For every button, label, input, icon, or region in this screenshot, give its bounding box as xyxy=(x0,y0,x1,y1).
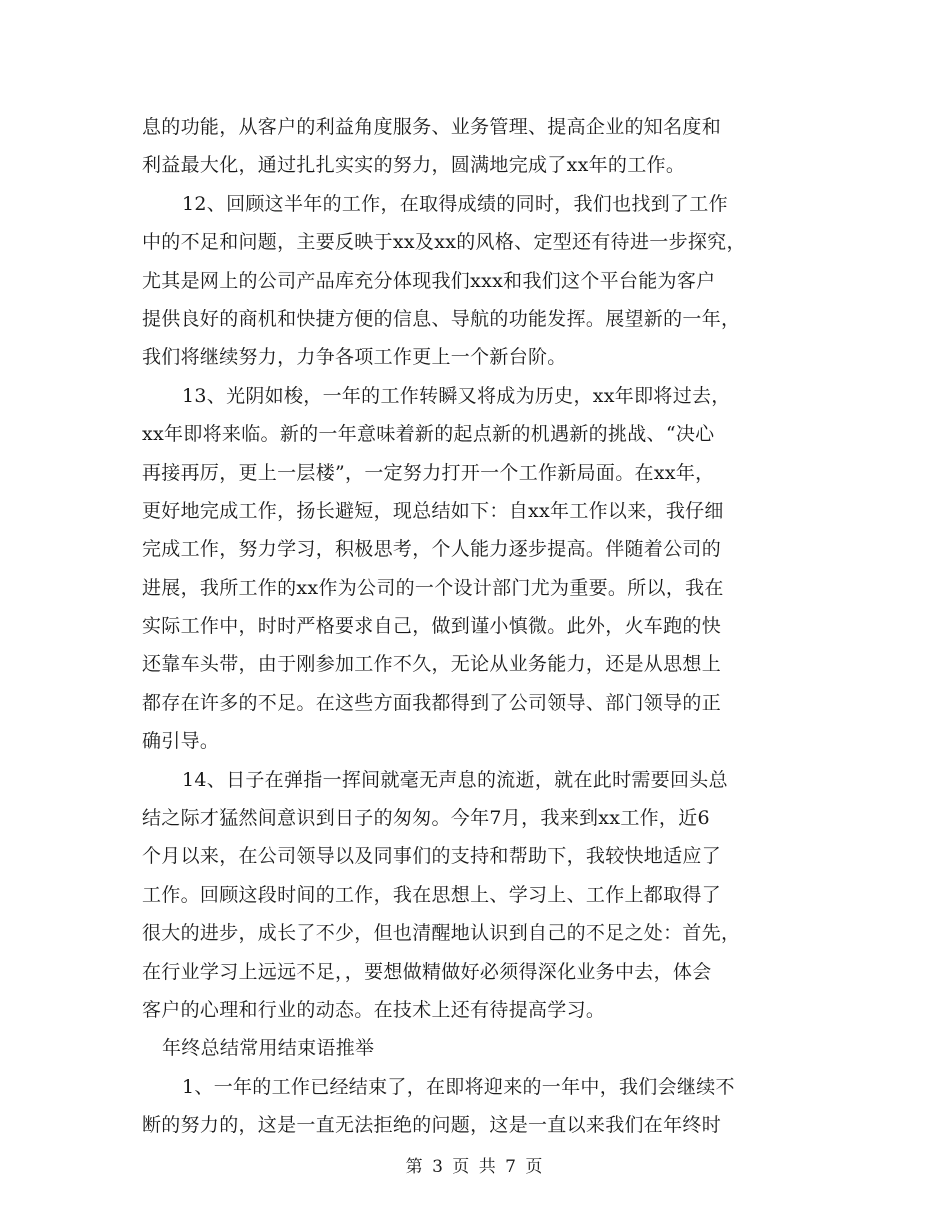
text-line: 还靠车头带，由于刚参加工作不久，无论从业务能力，还是从思想上 xyxy=(142,653,722,676)
text-line: 1、一年的工作已经结束了，在即将迎来的一年中，我们会继续不 xyxy=(182,1075,735,1098)
text-line: 很大的进步，成长了不少，但也清醒地认识到自己的不足之处：首先， xyxy=(142,922,741,945)
text-line: 12、回顾这半年的工作，在取得成绩的同时，我们也找到了工作 xyxy=(182,192,728,215)
text-line: 在行业学习上远远不足，，要想做精做好必须得深化业务中去，体会 xyxy=(142,960,712,983)
text-line: 实际工作中，时时严格要求自己，做到谨小慎微。此外，火车跑的快 xyxy=(142,615,722,638)
text-line: 14、日子在弹指一挥间就毫无声息的流逝，就在此时需要回头总 xyxy=(182,768,728,791)
text-line: 利益最大化，通过扎扎实实的努力，圆满地完成了xx年的工作。 xyxy=(142,154,686,177)
text-line: 我们将继续努力，力争各项工作更上一个新台阶。 xyxy=(142,346,567,369)
text-line: 13、光阴如梭，一年的工作转瞬又将成为历史，xx年即将过去， xyxy=(182,384,731,407)
text-line: xx年即将来临。新的一年意味着新的起点新的机遇新的挑战、“决心 xyxy=(142,423,715,446)
text-line: 尤其是网上的公司产品库充分体现我们xxx和我们这个平台能为客户 xyxy=(142,269,716,292)
text-line: 再接再厉，更上一层楼”，一定努力打开一个工作新局面。在xx年， xyxy=(142,461,715,484)
text-line: 确引导。 xyxy=(142,730,220,753)
text-line: 中的不足和问题，主要反映于xx及xx的风格、定型还有待进一步探究， xyxy=(142,231,746,254)
section-heading: 年终总结常用结束语推举 xyxy=(162,1037,375,1060)
text-line: 工作。回顾这段时间的工作，我在思想上、学习上、工作上都取得了 xyxy=(142,883,722,906)
document-body xyxy=(142,108,812,1145)
text-line: 断的努力的，这是一直无法拒绝的问题，这是一直以来我们在年终时 xyxy=(142,1114,722,1137)
text-line: 都存在许多的不足。在这些方面我都得到了公司领导、部门领导的正 xyxy=(142,691,722,714)
text-line: 完成工作，努力学习，积极思考，个人能力逐步提高。伴随着公司的 xyxy=(142,538,722,561)
text-line: 息的功能，从客户的利益角度服务、业务管理、提高企业的知名度和 xyxy=(142,116,722,138)
text-line: 进展，我所工作的xx作为公司的一个设计部门尤为重要。所以，我在 xyxy=(142,576,724,599)
text-line: 结之际才猛然间意识到日子的匆匆。今年7月，我来到xx工作，近6 xyxy=(142,807,710,830)
page-footer: 第 3 页 共 7 页 xyxy=(405,1157,545,1177)
text-line: 提供良好的商机和快捷方便的信息、导航的功能发挥。展望新的一年， xyxy=(142,307,741,330)
text-line: 更好地完成工作，扬长避短，现总结如下：自xx年工作以来，我仔细 xyxy=(142,499,724,522)
text-line: 客户的心理和行业的动态。在技术上还有待提高学习。 xyxy=(142,998,606,1021)
text-line: 个月以来，在公司领导以及同事们的支持和帮助下，我较快地适应了 xyxy=(142,845,722,868)
